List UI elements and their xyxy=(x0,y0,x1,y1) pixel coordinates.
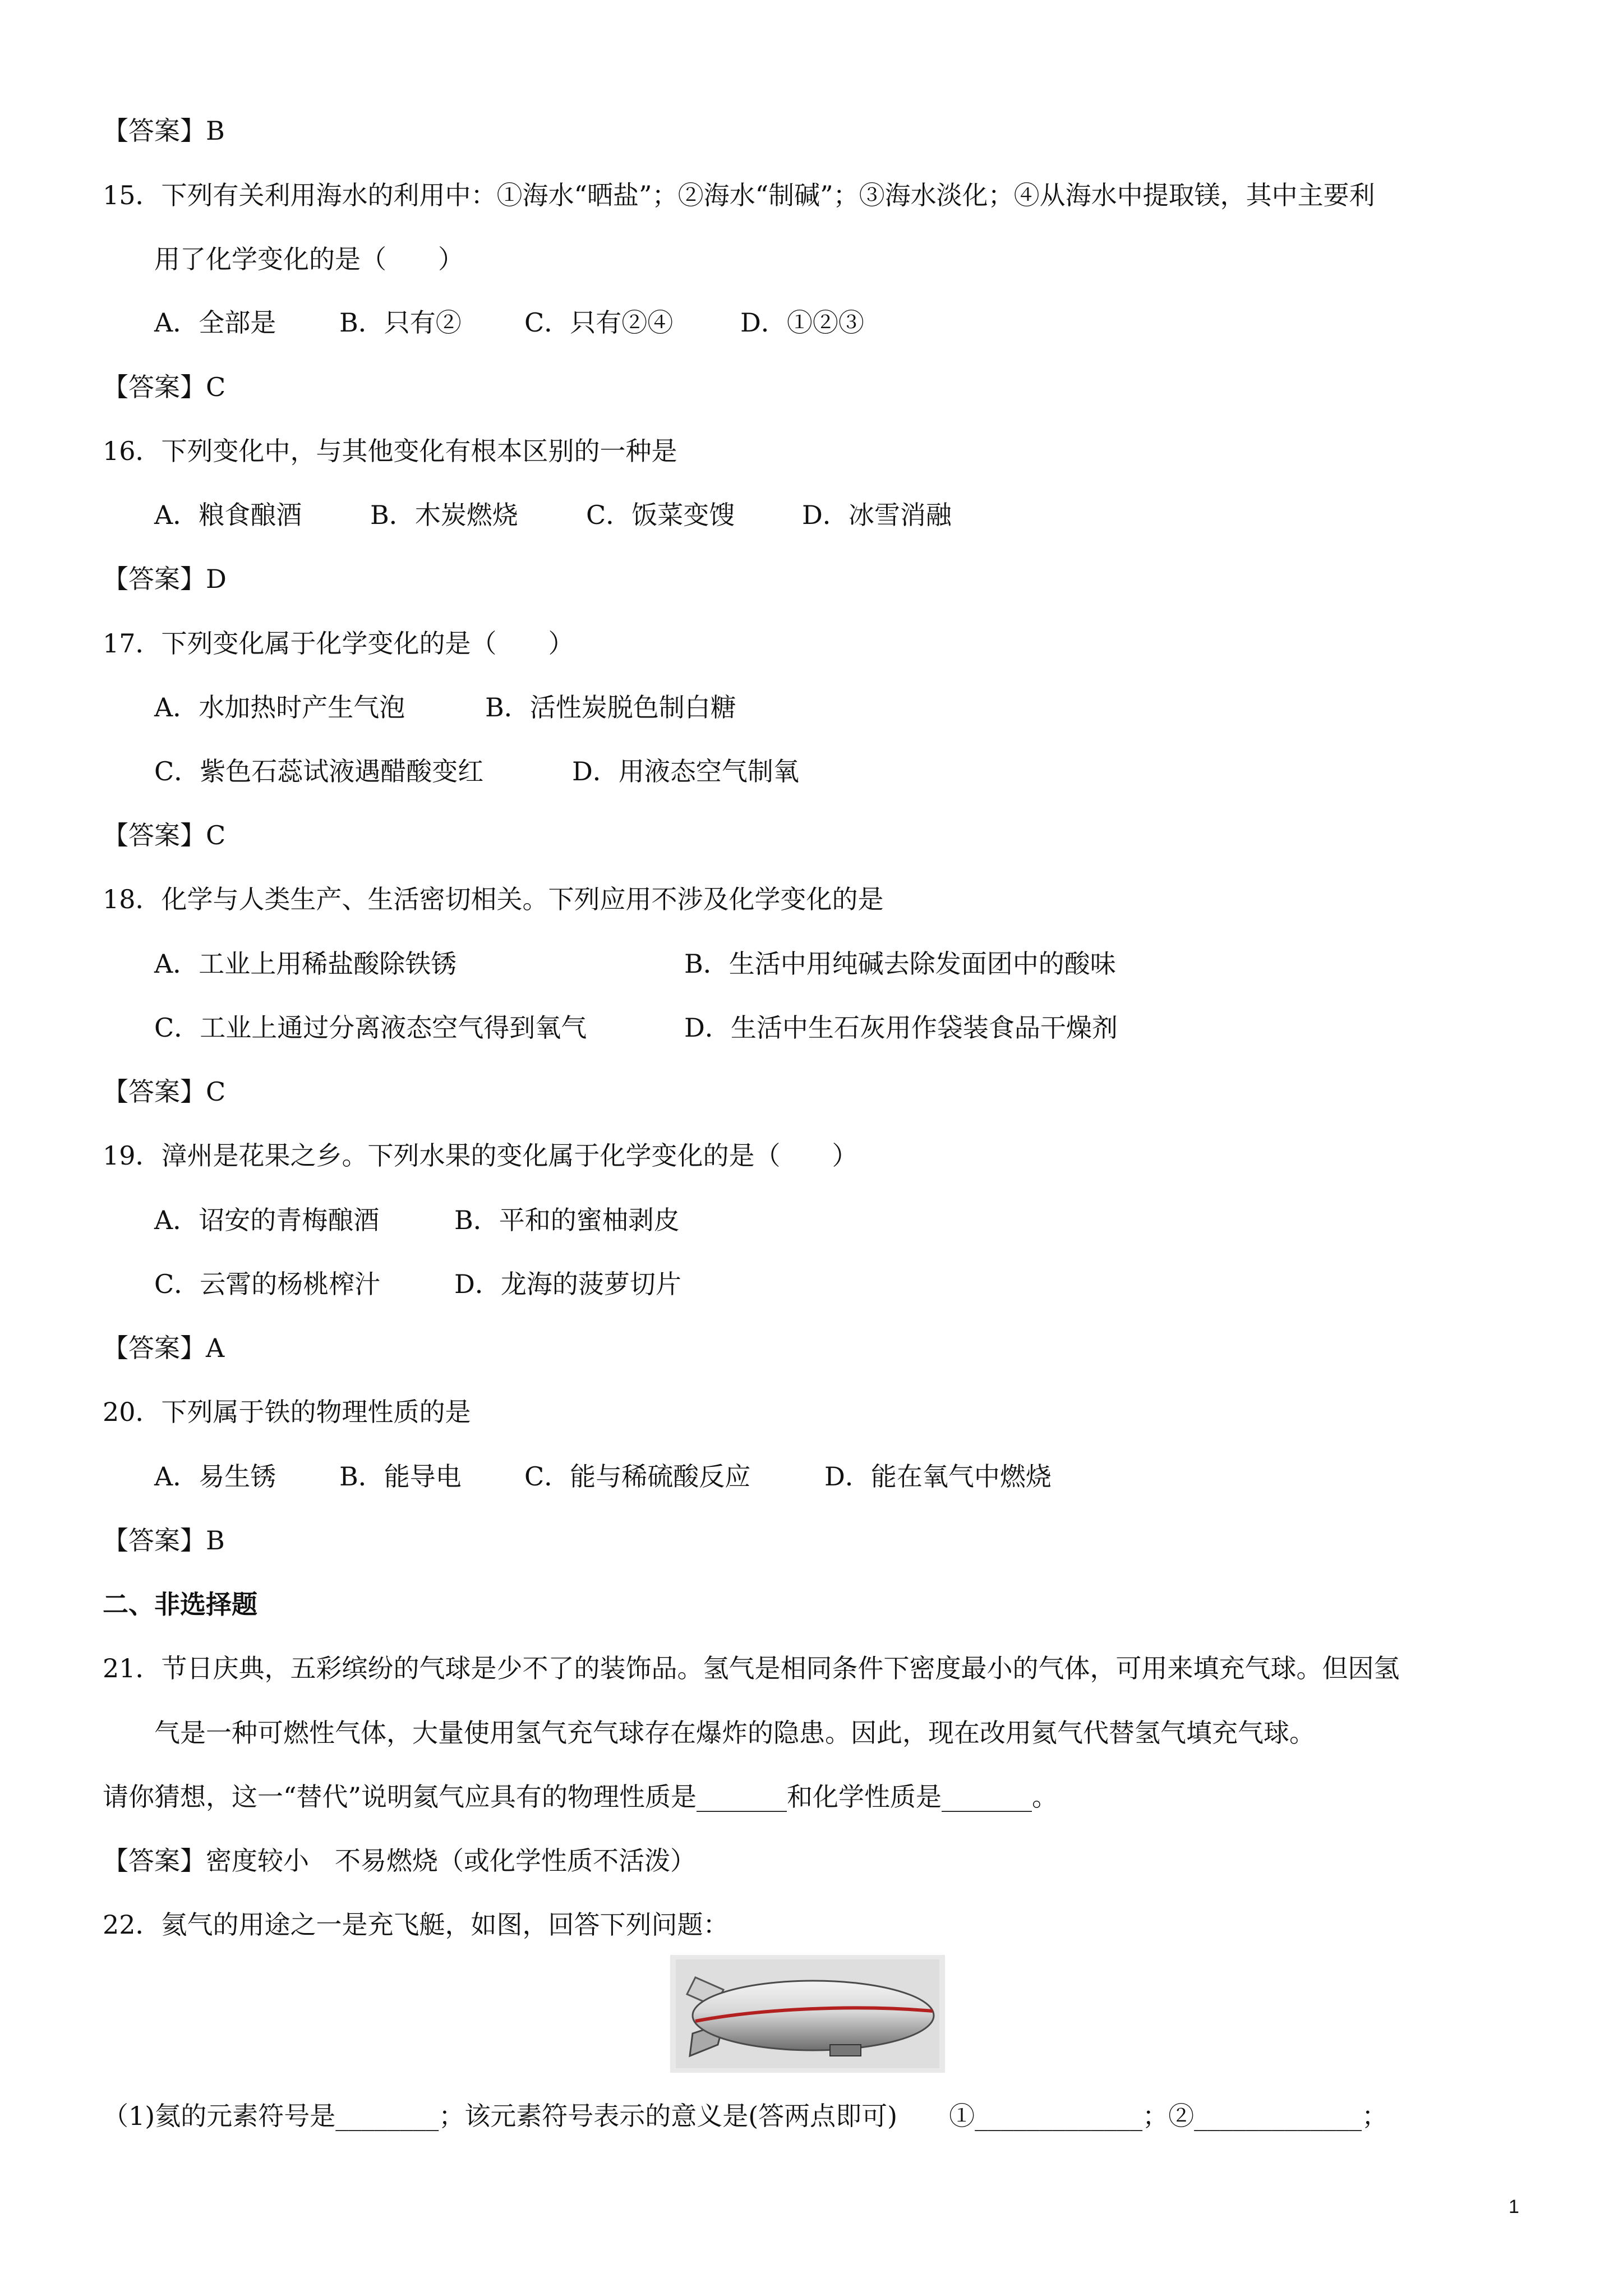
question-21-line3: 请你猜想，这一“替代”说明氦气应具有的物理性质是_______和化学性质是_______。 xyxy=(103,1782,1058,1812)
answer-15: 【答案】C xyxy=(103,372,226,402)
option-d: D．龙海的菠萝切片 xyxy=(454,1269,681,1299)
option-b: B．生活中用纯碱去除发面团中的酸味 xyxy=(684,949,1116,979)
option-c: C．能与稀硫酸反应 xyxy=(524,1461,751,1492)
option-a: A．粮食酿酒 xyxy=(154,500,302,530)
answer-16: 【答案】D xyxy=(103,564,227,594)
question-17: 17．下列变化属于化学变化的是（ ） xyxy=(103,628,574,659)
option-c: C．紫色石蕊试液遇醋酸变红 xyxy=(154,756,484,786)
option-c: C．工业上通过分离液态空气得到氧气 xyxy=(154,1013,587,1043)
question-20: 20．下列属于铁的物理性质的是 xyxy=(103,1397,471,1427)
answer-21: 【答案】密度较小 不易燃烧（或化学性质不活泼） xyxy=(103,1846,696,1876)
option-b: B．只有② xyxy=(339,307,462,338)
question-16: 16．下列变化中，与其他变化有根本区别的一种是 xyxy=(103,436,677,466)
question-21-line2: 气是一种可燃性气体，大量使用氢气充气球存在爆炸的隐患。因此，现在改用氦气代替氢气填充气球。 xyxy=(154,1718,1315,1748)
question-19-options-row2 xyxy=(154,1267,681,1301)
question-19-options-row1 xyxy=(154,1203,680,1237)
page-number: 1 xyxy=(1509,2196,1519,2217)
question-20-options xyxy=(154,1460,1052,1493)
option-a: A．易生锈 xyxy=(154,1461,276,1492)
option-a: A．工业上用稀盐酸除铁锈 xyxy=(154,949,457,979)
option-d: D．能在氧气中燃烧 xyxy=(824,1461,1052,1492)
option-c: C．只有②④ xyxy=(524,307,674,338)
answer-19: 【答案】A xyxy=(103,1333,225,1363)
answer-18: 【答案】C xyxy=(103,1076,226,1107)
question-22: 22．氦气的用途之一是充飞艇，如图，回答下列问题： xyxy=(103,1910,729,1940)
question-15-line2: 用了化学变化的是（ ） xyxy=(154,244,464,274)
question-18-options-row2 xyxy=(154,1011,1118,1045)
question-15-options xyxy=(154,306,864,339)
question-18-options-row1 xyxy=(154,947,1116,981)
question-18: 18．化学与人类生产、生活密切相关。下列应用不涉及化学变化的是 xyxy=(103,884,884,914)
question-17-options-row2 xyxy=(154,754,799,788)
option-c: C．云霄的杨桃榨汁 xyxy=(154,1269,381,1299)
option-d: D．冰雪消融 xyxy=(802,500,952,530)
airship-image xyxy=(670,1955,945,2073)
answer-20: 【答案】B xyxy=(103,1525,225,1556)
option-a: A．诏安的青梅酿酒 xyxy=(154,1205,380,1235)
answer-14: 【答案】B xyxy=(103,116,225,146)
question-22-part-1: （1)氦的元素符号是________；该元素符号表示的意义是(答两点即可) ①_____________；②_____________； xyxy=(103,2101,1388,2131)
question-16-options xyxy=(154,498,952,532)
question-21-line1: 21．节日庆典，五彩缤纷的气球是少不了的装饰品。氢气是相同条件下密度最小的气体，可用来填充气球。但因氢 xyxy=(103,1653,1400,1683)
question-15-line1: 15．下列有关利用海水的利用中：①海水“晒盐”；②海水“制碱”；③海水淡化；④从海水中提取镁，其中主要利 xyxy=(103,180,1375,210)
option-b: B．活性炭脱色制白糖 xyxy=(485,692,736,723)
answer-17: 【答案】C xyxy=(103,820,226,850)
option-a: A．全部是 xyxy=(154,307,276,338)
option-b: B．能导电 xyxy=(339,1461,462,1492)
option-b: B．木炭燃烧 xyxy=(370,500,518,530)
question-19: 19．漳州是花果之乡。下列水果的变化属于化学变化的是（ ） xyxy=(103,1140,858,1171)
option-b: B．平和的蜜柚剥皮 xyxy=(454,1205,680,1235)
option-c: C．饭菜变馊 xyxy=(586,500,735,530)
option-a: A．水加热时产生气泡 xyxy=(154,692,405,723)
option-d: D．①②③ xyxy=(740,307,864,338)
option-d: D．用液态空气制氧 xyxy=(572,756,799,786)
question-17-options-row1 xyxy=(154,691,736,724)
option-d: D．生活中生石灰用作袋装食品干燥剂 xyxy=(684,1013,1118,1043)
section-heading: 二、非选择题 xyxy=(103,1589,257,1619)
